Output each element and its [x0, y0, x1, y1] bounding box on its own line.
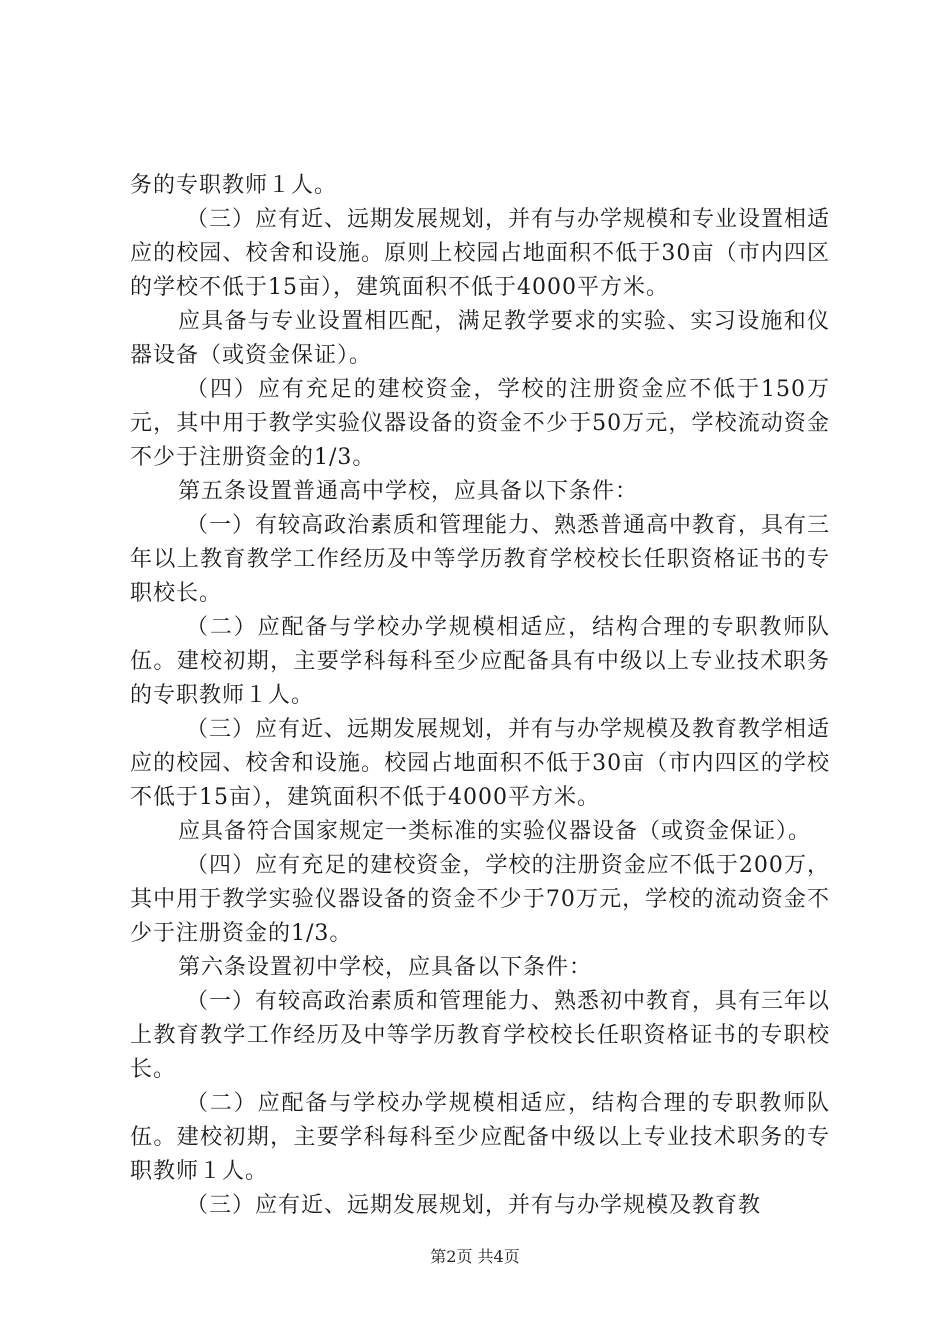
- paragraph-clause-3-campus-middle: （三）应有近、远期发展规划，并有与办学规模及教育教: [186, 1193, 762, 1218]
- paragraph-clause-1-principal-middle: （一）有较高政治素质和管理能力、熟悉初中教育，具有三年以上教育教学工作经历及中等学历教育学校校长任职资格证书的专职校长。: [130, 989, 831, 1082]
- paragraph-article-5: 第五条设置普通高中学校，应具备以下条件：: [178, 479, 639, 504]
- paragraph-clause-4-funding: （四）应有充足的建校资金，学校的注册资金应不低于150万元，其中用于教学实验仪器设备的资金不少于50万元，学校流动资金不少于注册资金的1/3。: [130, 377, 830, 470]
- document-body: [130, 169, 830, 1223]
- paragraph-clause-2-teachers: （二）应配备与学校办学规模相适应，结构合理的专职教师队伍。建校初期，主要学科每科至少应配备具有中级以上专业技术职务的专职教师１人。: [130, 615, 830, 708]
- paragraph-clause-3-campus: （三）应有近、远期发展规划，并有与办学规模和专业设置相适应的校园、校舍和设施。原则上校园占地面积不低于30亩（市内四区的学校不低于15亩），建筑面积不低于4000平方米。: [130, 207, 831, 300]
- paragraph-clause-3-campus-high: （三）应有近、远期发展规划，并有与办学规模及教育教学相适应的校园、校舍和设施。校园占地面积不低于30亩（市内四区的学校不低于15亩），建筑面积不低于4000平方米。: [130, 717, 831, 810]
- page-number: 第2页 共4页: [430, 1247, 520, 1266]
- paragraph-equipment-high: 应具备符合国家规定一类标准的实验仪器设备（或资金保证）。: [178, 819, 812, 844]
- paragraph-continuation: 务的专职教师１人。: [130, 173, 338, 198]
- paragraph-equipment: 应具备与专业设置相匹配，满足教学要求的实验、实习设施和仪器设备（或资金保证）。: [130, 309, 830, 368]
- paragraph-clause-4-funding-high: （四）应有充足的建校资金，学校的注册资金应不低于200万，其中用于教学实验仪器设备的资金不少于70万元，学校的流动资金不少于注册资金的1/3。: [130, 853, 830, 946]
- paragraph-clause-1-principal: （一）有较高政治素质和管理能力、熟悉普通高中教育，具有三年以上教育教学工作经历及中等学历教育学校校长任职资格证书的专职校长。: [130, 513, 831, 606]
- paragraph-article-6: 第六条设置初中学校，应具备以下条件：: [178, 955, 593, 980]
- page-footer: [0, 1246, 950, 1268]
- paragraph-clause-2-teachers-middle: （二）应配备与学校办学规模相适应，结构合理的专职教师队伍。建校初期，主要学科每科至少应配备中级以上专业技术职务的专职教师１人。: [130, 1091, 830, 1184]
